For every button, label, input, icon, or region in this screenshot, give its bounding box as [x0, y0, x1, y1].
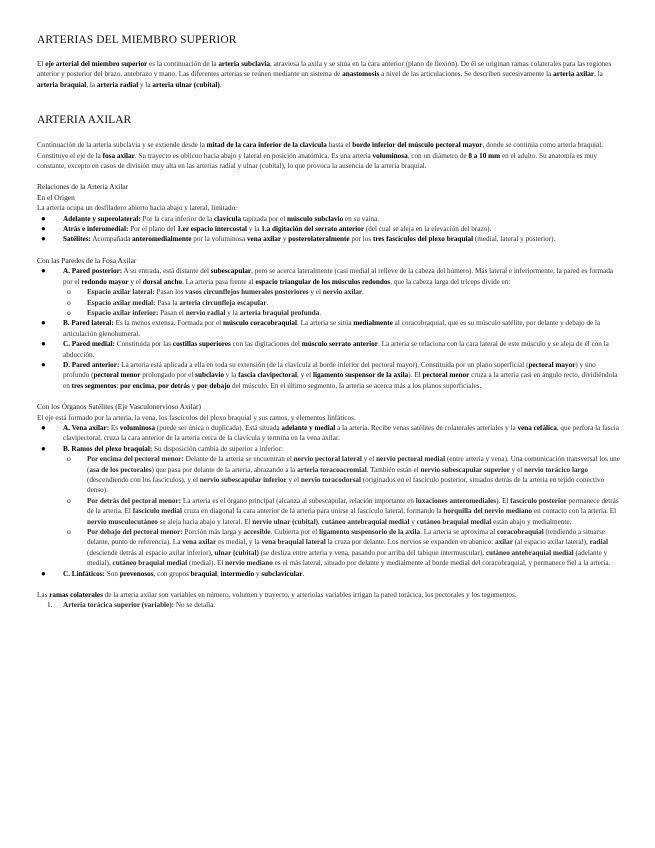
section-title: ARTERIA AXILAR — [37, 114, 132, 127]
organos-list — [37, 423, 620, 579]
list-item: ● B. Ramos del plexo braquial: Su disposición cambia de superior a inferior: — [41, 443, 284, 453]
list-item: ● D. Pared anterior: La arteria está aplicada a ella en toda su extensión (de la clavícula al borde inferior del pectoral mayor). Constituida por un plano superficial (pectoral mayor) y uno profundo (pectoral menor prolongado por el subclavio y la fascia clavipectoral, y el ligamento suspensor de la axila). El pectoral menor cruza a la arteria casi en ángulo recto, dividiéndola en tres segmentos: por encima, por detrás y por debajo del músculo. En el último segmento, la arteria se acerca más a los planos superficiales. — [41, 359, 618, 390]
list-item: o Espacio axilar lateral: Pasan los vasos circunflejos humerales posteriores y el nervio axilar. — [67, 287, 364, 297]
origen-text: La arteria ocupa un desfiladero abierto hacia abajo y lateral, limitado: — [37, 204, 238, 213]
list-item: ● C. Linfáticos: Son prevenosos, con grupos braquial, intermedio y subclavicular. — [41, 568, 305, 578]
list-item: ● Satélites: Acompañada anteromedialmente por la voluminosa vena axilar y posterolateralmente por los tres fascículos del plexo braquial (medial, lateral y posterior). — [41, 234, 556, 244]
bullet-icon: ● — [41, 422, 46, 432]
circle-bullet-icon: o — [67, 495, 71, 505]
bullet-icon: ● — [41, 568, 46, 578]
bullet-icon: ● — [41, 213, 46, 223]
origen-heading: En el Origen — [37, 192, 75, 202]
bullet-icon: ● — [41, 234, 46, 244]
circle-bullet-icon: o — [67, 527, 71, 537]
circle-bullet-icon: o — [67, 287, 71, 297]
list-item: ● C. Pared medial: Constituida por las costillas superiores con las digitaciones del músculo serrato anterior. La arteria se relaciona con la cara lateral de este músculo y se aleja de él con la abducción. — [41, 339, 609, 359]
page-title: ARTERIAS DEL MIEMBRO SUPERIOR — [37, 34, 237, 46]
list-item: ● A. Vena axilar: Es voluminosa (puede ser única o duplicada). Está situada adelante y medial a la arteria. Recibe venas satélites de colaterales arteriales y la vena cefálica, que perfora la fascia clavipectoral, cruza la cara anterior de la arteria cerca de la clavícula y termina en la vena axilar. — [41, 422, 619, 443]
bullet-icon: ● — [41, 266, 46, 276]
bullet-icon: ● — [41, 318, 46, 328]
colaterales-list — [37, 600, 620, 610]
bullet-icon: ● — [41, 443, 46, 453]
list-item: o Por detrás del pectoral menor: La arteria es el órgano principal (alcanza al subescapular, relación importante en luxaciones anteromediales). El fascículo posterior permanece detrás de la arteria. El fascículo medial cruza en diagonal la cara anterior de la arteria para unirse al fascículo lateral, formando la horquilla del nervio mediano en contacto con la arteria. El nervio musculocutáneo se aleja hacia abajo y lateral. El nervio ulnar (cubital), cutáneo antebraquial medial y cutáneo braquial medial están abajo y medialmente. — [67, 495, 619, 526]
paredes-list — [37, 266, 620, 391]
list-item: o Por debajo del pectoral menor: Porción más larga y accesible. Cubierta por el ligamento suspensorio de la axila. La arteria se aproxima al coracobraquial (tendiendo a situarse delante, punto de referencia). La vena axilar es medial, y la vena braquial lateral la cruza por delante. Los nervios se expanden en abanico: axilar (al espacio axilar lateral), radial (desciende detrás al espacio axilar inferior), ulnar (cubital) (se desliza entre arteria y vena, pasando por arriba del tabique intermuscular), cutáneo antebraquial medial (adelante y medial), cutáneo braquial medial (medial). El nervio mediano es el más lateral, situado por delante y medialmente al borde medial del coracobraquial, y permanece fiel a la arteria. — [67, 527, 611, 568]
bullet-icon: ● — [41, 224, 46, 234]
intro-paragraph: El eje arterial del miembro superior es la continuación de la arteria subclavia, atraviesa la axila y se sitúa en la cara anterior (plano de flexión). De él se originan ramas colaterales para las regiones anterior y posterior del brazo, antebrazo y mano. Las diferentes arterias se reúnen mediante un sistema de anastomosis a nivel de las articulaciones. Se describen sucesivamente la arteria axilar, la arteria braquial, la arteria radial y la arteria ulnar (cubital). — [37, 60, 612, 89]
list-item: o Espacio axilar inferior: Pasan el nervio radial y la arteria braquial profunda. — [67, 307, 322, 317]
circle-bullet-icon: o — [67, 307, 71, 317]
list-item: 1. Arteria torácica superior (variable): No se detalla. — [47, 601, 216, 610]
circle-bullet-icon: o — [67, 297, 71, 307]
list-item: o Por encima del pectoral menor: Delante de la arteria se encuentran el nervio pectoral lateral y el nervio pectoral medial (entre arteria y vena). Una comunicación transversal los une (asa de los pectorales) que pasa por delante de la arteria, abrazando a la arteria toracoacromial. También están el nervio subescapular superior y el nervio torácico largo (descendiendo con los fascículos), y el nervio subescapular inferior y el nervio toracodorsal (originados en el fascículo posterior, situados detrás de la arteria en tejido conectivo denso). — [67, 454, 620, 495]
list-item: ● Adelante y superolateral: Por la cara inferior de la clavícula tapizada por el músculo subclavio en su vaina. — [41, 213, 380, 223]
circle-bullet-icon: o — [67, 454, 71, 464]
document-page — [37, 34, 620, 611]
axilar-intro-paragraph: Continuación de la arteria subclavia y se extiende desde la mitad de la cara inferior de la clavícula hasta el borde inferior del músculo pectoral mayor, donde se continúa como arteria braquial. Constituye el eje de la fosa axilar. Su trayecto es oblicuo hacia abajo y lateral en posición anatómica. Es una arteria voluminosa, con un diámetro de 8 a 10 mm en el adulto. Su anatomía es muy constante, excepto en casos de división muy alta en las arterias radial y ulnar (cubital), lo que provoca la ausencia de la arteria braquial. — [37, 141, 604, 171]
organos-heading: Con los Órganos Satélites (Eje Vasculonervioso Axilar) — [37, 402, 201, 412]
list-item: ● A. Pared posterior: A su entrada, está distante del subescapular, pero se acerca lateralmente (casi medial al relieve de la cabeza del húmero). Más lateral e inferiormente, la pared es formada por el redondo mayor y el dorsal ancho. La arteria pasa frente al espacio triangular de los músculos redondos, que la cabeza larga del tríceps divide en: — [41, 266, 614, 286]
paredes-heading: Con las Paredes de la Fosa Axilar — [37, 255, 137, 265]
list-number: 1. — [47, 601, 53, 610]
relaciones-heading: Relaciones de la Arteria Axilar — [37, 182, 129, 192]
origen-list — [37, 214, 620, 245]
organos-text: El eje está formado por la arteria, la vena, los fascículos del plexo braquial y sus ramos, y elementos linfáticos. — [37, 413, 356, 422]
list-item: o Espacio axilar medial: Pasa la arteria circunfleja escapular. — [67, 297, 269, 307]
bullet-icon: ● — [41, 339, 46, 349]
list-item: ● B. Pared lateral: Es la menos extensa. Formada por el músculo coracobraquial. La arteria se sitúa medialmente al coracobraquial, que es su músculo satélite, por delante y debajo de la articulación glenohumeral. — [41, 318, 601, 338]
bullet-icon: ● — [41, 359, 46, 369]
colaterales-paragraph: Las ramas colaterales de la arteria axilar son variables en número, volumen y trayecto, y arteriolas variables irrigan la pared torácica, los pectorales y los tegumentos. — [37, 591, 517, 600]
list-item: ● Atrás e inferomedial: Por el plano del 1.er espacio intercostal y la 1.a digitación del serrato anterior (del cual se aleja en la elevación del brazo). — [41, 224, 492, 234]
